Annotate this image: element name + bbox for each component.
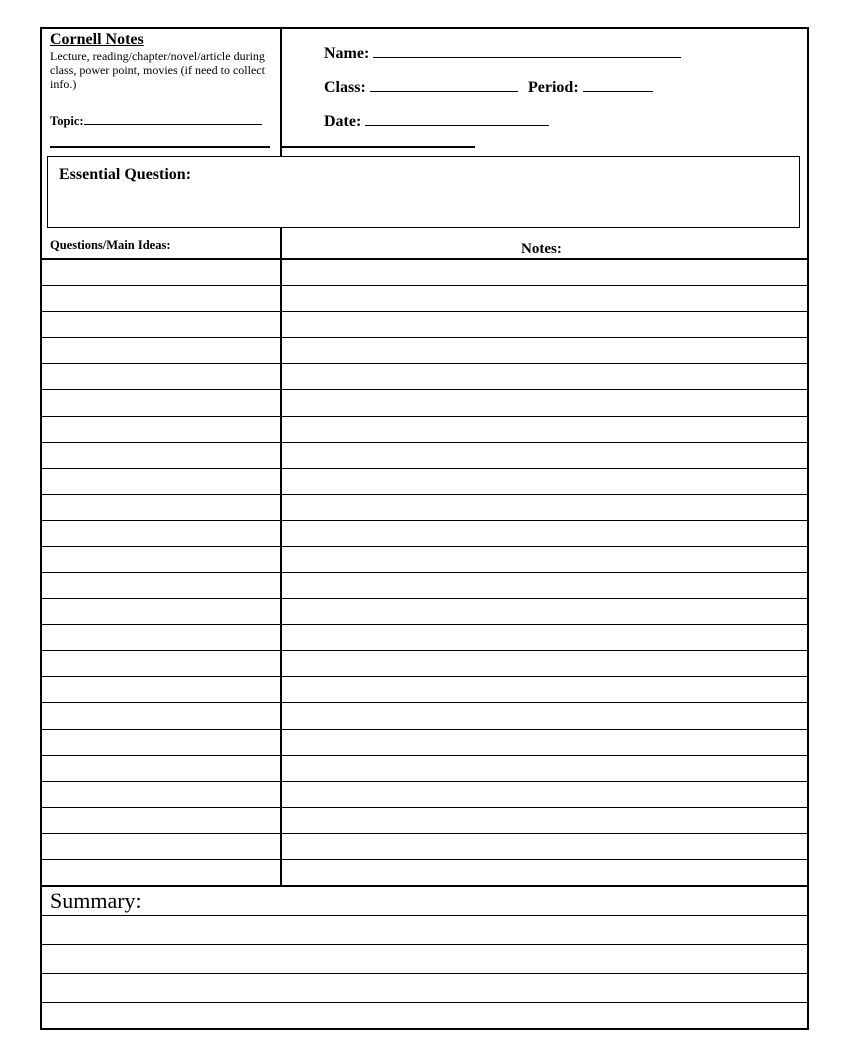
- notes-row-line: [40, 520, 809, 521]
- topic-label: Topic:: [50, 114, 84, 128]
- notes-row-line: [40, 337, 809, 338]
- header-rule: [282, 146, 475, 148]
- notes-row-line: [40, 781, 809, 782]
- name-field[interactable]: [324, 43, 681, 64]
- notes-row-line: [40, 598, 809, 599]
- period-blank[interactable]: [583, 77, 653, 92]
- summary-row-line: [40, 944, 809, 945]
- notes-row-line: [40, 546, 809, 547]
- notes-row-line: [40, 389, 809, 390]
- name-label: Name:: [324, 45, 370, 62]
- notes-row-line: [40, 859, 809, 860]
- notes-row-line: [40, 285, 809, 286]
- date-label: Date:: [324, 113, 362, 130]
- topic-rule: [50, 146, 270, 148]
- notes-row-line: [40, 807, 809, 808]
- period-label: Period:: [528, 79, 579, 96]
- notes-row-line: [40, 833, 809, 834]
- period-field[interactable]: [528, 77, 653, 98]
- notes-bottom-rule: [40, 885, 809, 887]
- summary-row-line: [40, 915, 809, 916]
- notes-row-line: [40, 729, 809, 730]
- name-blank[interactable]: [373, 43, 681, 58]
- notes-row-line: [40, 572, 809, 573]
- notes-row-line: [40, 416, 809, 417]
- notes-row-line: [40, 494, 809, 495]
- class-label: Class:: [324, 79, 366, 96]
- column-divider: [280, 228, 282, 886]
- topic-blank[interactable]: [84, 110, 262, 125]
- page-title: Cornell Notes: [50, 31, 144, 48]
- notes-row-line: [40, 650, 809, 651]
- class-blank[interactable]: [370, 77, 518, 92]
- notes-row-line: [40, 676, 809, 677]
- notes-row-line: [40, 468, 809, 469]
- date-blank[interactable]: [365, 111, 549, 126]
- notes-row-line: [40, 624, 809, 625]
- summary-row-line: [40, 973, 809, 974]
- notes-row-line: [40, 363, 809, 364]
- notes-column-header: Notes:: [521, 241, 562, 257]
- date-field[interactable]: [324, 111, 549, 132]
- summary-row-line: [40, 1002, 809, 1003]
- header-divider: [280, 27, 282, 157]
- class-field[interactable]: [324, 77, 518, 98]
- notes-row-line: [40, 311, 809, 312]
- notes-row-line: [40, 755, 809, 756]
- essential-question-label: Essential Question:: [59, 166, 192, 183]
- questions-column-header: Questions/Main Ideas:: [50, 238, 171, 252]
- notes-header-rule: [40, 258, 809, 260]
- header-description: Lecture, reading/chapter/novel/article during class, power point, movies (if need to collect info.): [50, 49, 265, 91]
- notes-row-line: [40, 442, 809, 443]
- summary-label: Summary:: [50, 888, 142, 913]
- notes-row-line: [40, 702, 809, 703]
- topic-field[interactable]: [50, 110, 262, 129]
